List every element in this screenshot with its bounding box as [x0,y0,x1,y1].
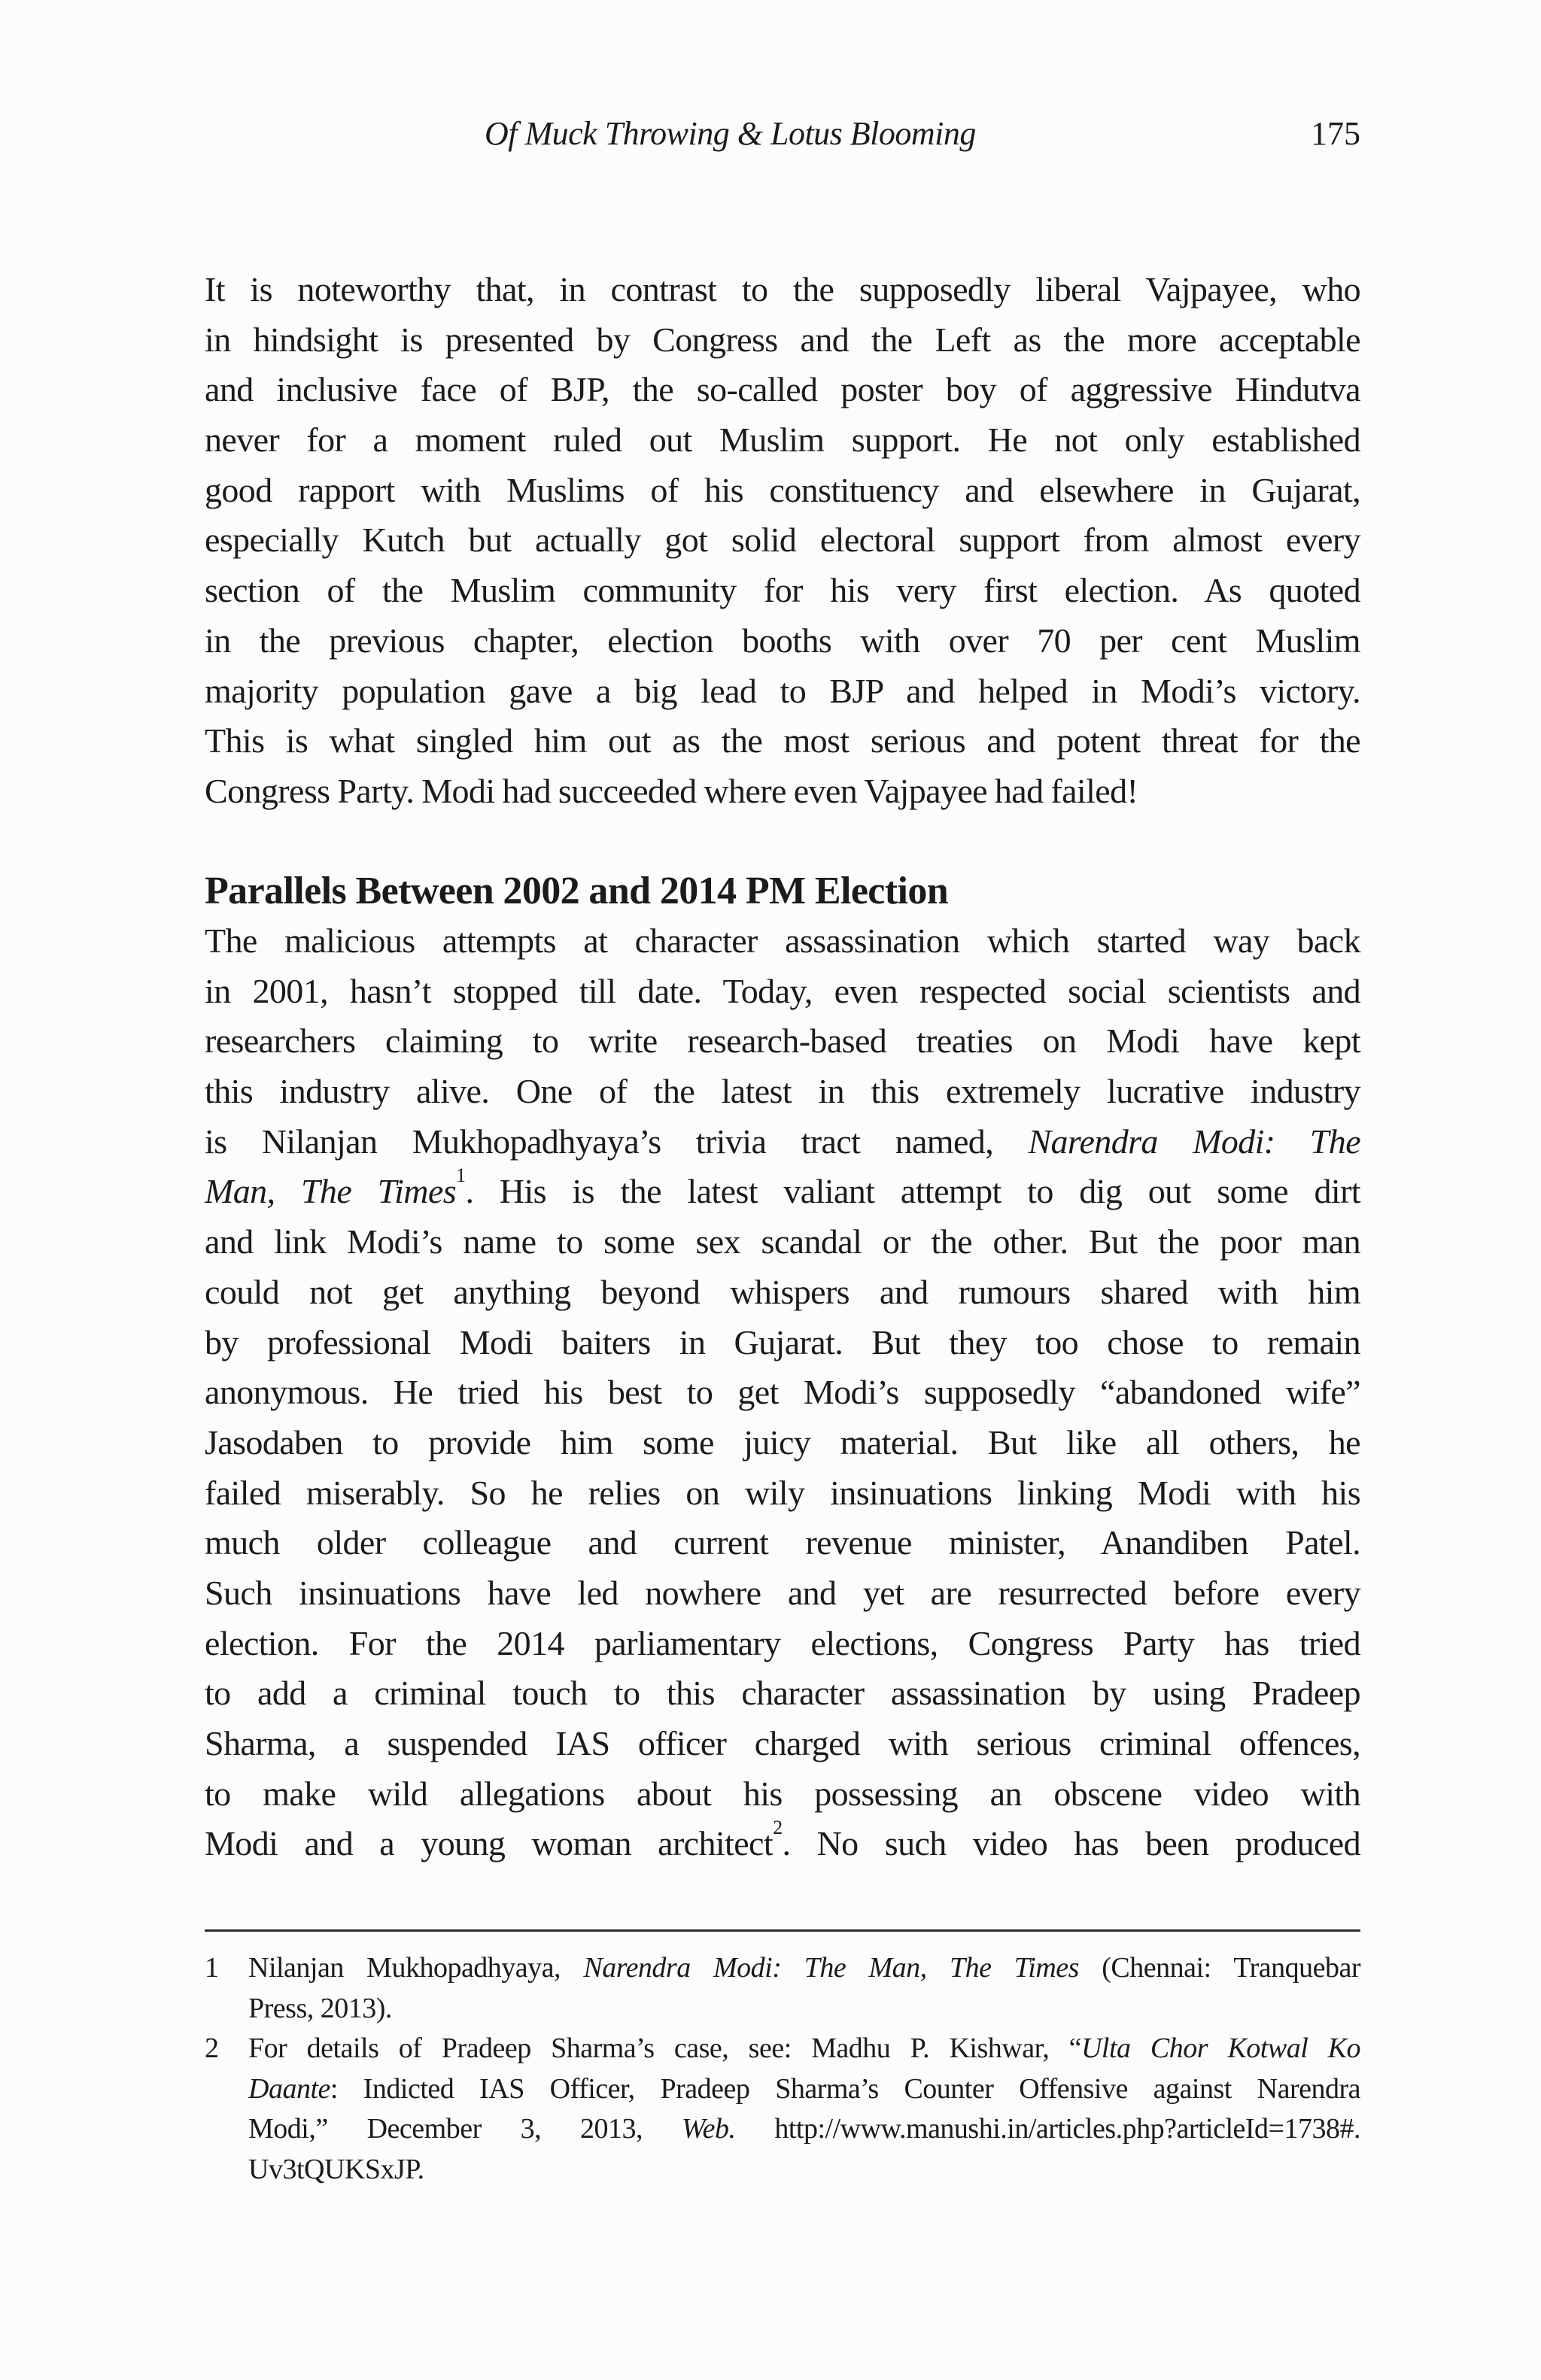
book-title-italic: Man, The Times [205,1172,457,1211]
text-run: For details of Pradeep Sharma’s case, see: Madhu P. Kishwar, “ [248,2032,1081,2064]
text-run: . No such video has been produced [782,1824,1360,1863]
footnote-1 [205,1948,1360,2029]
footnote-ref-1[interactable]: 1 [456,1164,466,1187]
footnote-line: Press, 2013). [248,1992,392,2024]
text-line: to add a criminal touch to this character assassination by using Pradeep [205,1674,1360,1713]
text-line [205,1164,1360,1217]
text-line: and link Modi’s name to some sex scandal or the other. But the poor man [205,1222,1360,1261]
text-line: The malicious attempts at character assassination which started way back [205,921,1360,960]
footnote-line [248,2029,1360,2069]
text-run: Nilanjan Mukhopadhyaya, [248,1952,584,1984]
text-line: never for a moment ruled out Muslim support. He not only established [205,420,1360,460]
footnote-url-continuation[interactable]: Uv3tQUKSxJP. [248,2153,424,2185]
text-line: in 2001, hasn’t stopped till date. Today, even respected social scientists and [205,971,1360,1010]
text-line: majority population gave a big lead to BJP and helped in Modi’s victory. [205,671,1360,710]
text-line: Such insinuations have led nowhere and yet are resurrected before every [205,1573,1360,1612]
section-heading: Parallels Between 2002 and 2014 PM Election [205,870,949,912]
footnote-ref-2[interactable]: 2 [773,1817,783,1839]
text-line: This is what singled him out as the most serious and potent threat for the [205,721,1360,760]
text-line [205,1117,1360,1167]
text-line: much older colleague and current revenue minister, Anandiben Patel. [205,1523,1360,1562]
text-line: to make wild allegations about his possessing an obscene video with [205,1774,1360,1813]
article-title-italic: Daante [248,2072,330,2105]
text-line: by professional Modi baiters in Gujarat. But they too chose to remain [205,1322,1360,1362]
running-header [205,114,1360,159]
text-line: election. For the 2014 parliamentary elections, Congress Party has tried [205,1623,1360,1662]
text-line: researchers claiming to write research-based treaties on Modi have kept [205,1022,1360,1061]
text-line: especially Kutch but actually got solid electoral support from almost every [205,521,1360,560]
book-page [205,0,1360,2380]
text-run: . His is the latest valiant attempt to dig out some dirt [465,1172,1360,1211]
text-run: (Chennai: Tranquebar [1078,1952,1361,1984]
text-line: Congress Party. Modi had succeeded where even Vajpayee had failed! [205,771,1138,810]
text-line: in hindsight is presented by Congress and the Left as the more acceptable [205,320,1360,359]
text-line: failed miserably. So he relies on wily insinuations linking Modi with his [205,1473,1360,1512]
text-run: is Nilanjan Mukhopadhyaya’s trivia tract named, [205,1122,1029,1161]
article-title-italic: Ulta Chor Kotwal Ko [1081,2032,1360,2064]
text-line: Jasodaben to provide him some juicy material. But like all others, he [205,1422,1360,1462]
text-line: section of the Muslim community for his very first election. As quoted [205,571,1360,610]
medium-italic: Web. [681,2113,736,2145]
footnote-number: 2 [205,2032,219,2064]
footnote-line [248,1948,1360,1989]
footnotes [205,1948,1360,2190]
text-line: Sharma, a suspended IAS officer charged with serious criminal offences, [205,1724,1360,1762]
paragraph-1 [205,265,1360,817]
text-line: good rapport with Muslims of his constituency and elsewhere in Gujarat, [205,470,1360,509]
text-line: could not get anything beyond whispers and rumours shared with him [205,1272,1360,1311]
footnote-line [248,2109,1360,2150]
footnote-divider [205,1929,1360,1932]
text-line: this industry alive. One of the latest in this extremely lucrative industry [205,1072,1360,1111]
footnote-2 [205,2029,1360,2190]
book-title-italic: Narendra Modi: The [1028,1122,1361,1161]
book-title-italic: Narendra Modi: The Man, The Times [583,1952,1079,1984]
text-line [205,1819,1360,1869]
text-run: : Indicted IAS Officer, Pradeep Sharma’s Counter Offensive against Narendra [330,2072,1360,2105]
text-line: It is noteworthy that, in contrast to the supposedly liberal Vajpayee, who [205,270,1360,308]
text-run: Modi,” December 3, 2013, [248,2113,682,2145]
text-line: and inclusive face of BJP, the so-called poster boy of aggressive Hindutva [205,370,1360,409]
footnote-number: 1 [205,1952,219,1984]
text-run: Modi and a young woman architect [205,1824,774,1863]
text-line: in the previous chapter, election booths with over 70 per cent Muslim [205,621,1360,660]
text-line: anonymous. He tried his best to get Modi’s supposedly “abandoned wife” [205,1373,1360,1412]
footnote-line [248,2069,1360,2110]
running-title: Of Muck Throwing & Lotus Blooming [485,115,976,152]
paragraph-2 [205,916,1360,1869]
footnote-url[interactable]: http://www.manushi.in/articles.php?articleId=1738#. [735,2113,1360,2145]
page-number: 175 [1311,115,1360,152]
